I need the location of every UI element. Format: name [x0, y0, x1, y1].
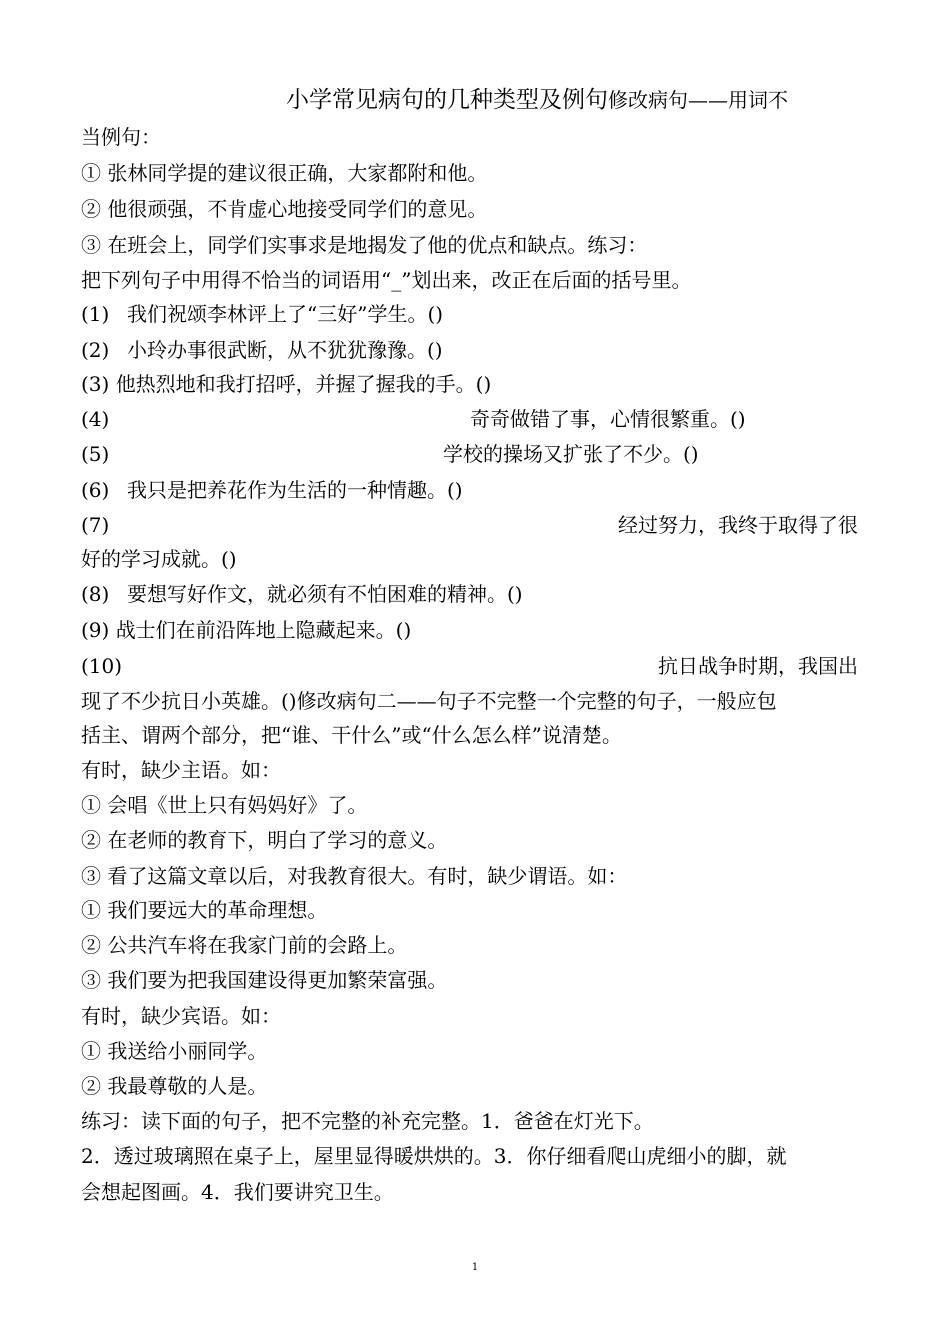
text-line-29: 练习：读下面的句子，把不完整的补充完整。1．爸爸在灯光下。	[81, 1109, 654, 1133]
item-number: (10)	[81, 654, 123, 678]
text-line-3: ② 他很顽强，不肯虚心地接受同学们的意见。	[81, 197, 488, 221]
item-text: 抗日战争时期，我国出	[658, 654, 858, 678]
text-line-31: 会想起图画。4．我们要讲究卫生。	[81, 1180, 394, 1204]
exercise-item-10	[81, 654, 866, 678]
item-number: (1)	[81, 302, 110, 326]
item-text: 小玲办事很武断，从不犹犹豫豫。()	[127, 338, 443, 362]
item-text: 学校的操场又扩张了不少。()	[443, 442, 699, 466]
text-line-30: 2．透过玻璃照在桌子上，屋里显得暖烘烘的。3．你仔细看爬山虎细小的脚，就	[81, 1144, 787, 1168]
text-line-18: 括主、谓两个部分，把“谁、干什么”或“什么怎么样”说清楚。	[81, 723, 622, 747]
text-line-13: 好的学习成就。()	[81, 547, 237, 571]
item-text: 经过努力，我终于取得了很	[618, 513, 858, 537]
item-number: (8)	[81, 582, 110, 606]
title-sub: 修改病句——用词不	[608, 88, 788, 112]
text-line-4: ③ 在班会上，同学们实事求是地揭发了他的优点和缺点。练习：	[81, 233, 648, 257]
exercise-item-8	[81, 582, 866, 606]
document-title	[286, 86, 788, 114]
exercise-item-9: (9) 战士们在前沿阵地上隐藏起来。()	[81, 618, 412, 642]
exercise-item-3: (3) 他热烈地和我打招呼，并握了握我的手。()	[81, 372, 492, 396]
text-line-1: 当例句：	[81, 125, 161, 149]
text-line-2: ① 张林同学提的建议很正确，大家都附和他。	[81, 161, 488, 185]
text-line-23: ① 我们要远大的革命理想。	[81, 898, 328, 922]
text-line-28: ② 我最尊敬的人是。	[81, 1074, 268, 1098]
item-number: (5)	[81, 442, 110, 466]
text-line-22: ③ 看了这篇文章以后，对我教育很大。有时，缺少谓语。如：	[81, 864, 628, 888]
item-number: (2)	[81, 338, 110, 362]
exercise-item-2	[81, 338, 866, 362]
title-main: 小学常见病句的几种类型及例句	[286, 87, 608, 113]
text-line-26: 有时，缺少宾语。如：	[81, 1004, 281, 1028]
text-line-5: 把下列句子中用得不恰当的词语用“_”划出来，改正在后面的括号里。	[81, 268, 692, 292]
text-line-19: 有时，缺少主语。如：	[81, 758, 281, 782]
item-number: (7)	[81, 513, 110, 537]
exercise-item-6	[81, 478, 866, 502]
page-number: 1	[471, 1262, 479, 1273]
text-line-17: 现了不少抗日小英雄。()修改病句二——句子不完整一个完整的句子，一般应包	[81, 689, 777, 713]
item-text: 我只是把养花作为生活的一种情趣。()	[127, 478, 463, 502]
text-line-20: ① 会唱《世上只有妈妈好》了。	[81, 793, 368, 817]
item-text: 我们祝颂李林评上了“三好”学生。()	[127, 302, 444, 326]
item-text: 要想写好作文，就必须有不怕困难的精神。()	[127, 582, 523, 606]
item-text: 奇奇做错了事，心情很繁重。()	[470, 407, 746, 431]
text-line-25: ③ 我们要为把我国建设得更加繁荣富强。	[81, 968, 448, 992]
item-number: (6)	[81, 478, 110, 502]
exercise-item-5	[81, 442, 866, 466]
text-line-21: ② 在老师的教育下，明白了学习的意义。	[81, 828, 448, 852]
item-number: (4)	[81, 407, 110, 431]
exercise-item-1	[81, 302, 866, 326]
exercise-item-7	[81, 513, 866, 537]
text-line-27: ① 我送给小丽同学。	[81, 1039, 268, 1063]
exercise-item-4	[81, 407, 866, 431]
text-line-24: ② 公共汽车将在我家门前的会路上。	[81, 933, 408, 957]
